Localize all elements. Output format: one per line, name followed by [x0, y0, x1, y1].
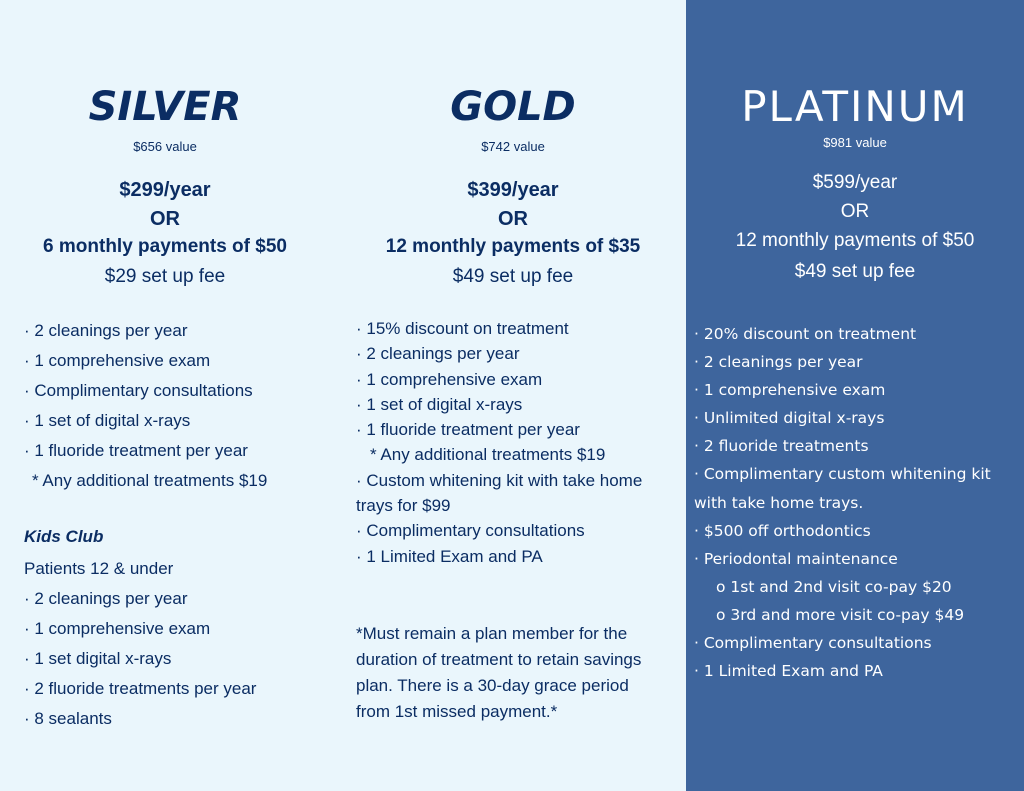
gold-setup-fee: $49 set up fee [452, 265, 574, 287]
platinum-monthly-price: 12 monthly payments of $50 [735, 230, 975, 251]
feature-item: · 2 cleanings per year [356, 344, 520, 364]
gold-or: OR [498, 207, 528, 230]
silver-annual-price: $299/year [119, 179, 211, 201]
feature-item: * Any additional treatments $19 [370, 445, 606, 465]
feature-item: · 2 fluoride treatments [694, 437, 869, 456]
kids-item: · 2 cleanings per year [24, 589, 188, 608]
silver-plan-value: $656 value [133, 139, 197, 154]
platinum-feature-list [694, 320, 1016, 685]
feature-item: · 1 comprehensive exam [24, 351, 211, 370]
feature-item: · 1 fluoride treatment per year [24, 441, 248, 460]
platinum-plan-title: PLATINUM [741, 82, 969, 131]
kids-club-list [24, 554, 256, 734]
feature-item: · 15% discount on treatment [356, 319, 569, 338]
silver-setup-fee: $29 set up fee [104, 265, 226, 287]
gold-feature-list [356, 316, 676, 569]
feature-item: · Periodontal maintenance [694, 549, 898, 568]
platinum-plan-value: $981 value [823, 135, 887, 150]
feature-item: · Unlimited digital x-rays [694, 409, 885, 428]
silver-or: OR [150, 207, 180, 230]
feature-item: * Any additional treatments $19 [32, 471, 268, 490]
membership-note: *Must remain a plan member for the duration of treatment to retain savings plan. There is a 30-day grace period from 1st missed payment.* [356, 624, 642, 721]
feature-subitem: o 1st and 2nd visit co-pay $20 [716, 577, 952, 596]
gold-annual-price: $399/year [467, 179, 559, 201]
feature-item: · Complimentary consultations [694, 634, 932, 653]
feature-item: · 1 Limited Exam and PA [694, 662, 883, 681]
kids-item: · 1 set digital x-rays [24, 649, 172, 668]
feature-item: · 1 set of digital x-rays [24, 411, 191, 430]
feature-item: · Complimentary consultations [356, 521, 585, 541]
feature-item: · Complimentary custom whitening kit with take home trays. [694, 465, 991, 512]
gold-plan-title: GOLD [450, 84, 576, 130]
feature-subitem: o 3rd and more visit co-pay $49 [716, 605, 965, 624]
platinum-or: OR [840, 201, 870, 222]
gold-plan-value: $742 value [481, 139, 545, 154]
kids-club-title: Kids Club [24, 527, 104, 546]
feature-item: · 1 comprehensive exam [694, 381, 886, 400]
silver-plan-title: SILVER [88, 84, 242, 130]
feature-item: · 1 Limited Exam and PA [356, 546, 543, 566]
gold-monthly-price: 12 monthly payments of $35 [385, 236, 641, 257]
kids-item: Patients 12 & under [24, 559, 174, 578]
feature-item: · Complimentary consultations [24, 381, 253, 400]
feature-item: · 2 cleanings per year [694, 353, 863, 372]
feature-item: · 1 comprehensive exam [356, 369, 543, 389]
feature-item: · 2 cleanings per year [24, 321, 188, 340]
feature-item: · 1 fluoride treatment per year [356, 420, 580, 440]
silver-feature-list [24, 316, 267, 496]
kids-item: · 8 sealants [24, 709, 112, 728]
gold-price-block [340, 176, 686, 292]
platinum-price-block [686, 168, 1024, 289]
silver-monthly-price: 6 monthly payments of $50 [43, 236, 287, 257]
feature-item: · 1 set of digital x-rays [356, 394, 523, 414]
feature-item: · Custom whitening kit with take home trays for $99 [356, 470, 643, 516]
kids-item: · 1 comprehensive exam [24, 619, 211, 638]
platinum-setup-fee: $49 set up fee [794, 261, 916, 282]
kids-item: · 2 fluoride treatments per year [24, 679, 257, 698]
silver-price-block [0, 176, 330, 292]
feature-item: · 20% discount on treatment [694, 325, 917, 343]
platinum-annual-price: $599/year [812, 172, 898, 193]
feature-item: · $500 off orthodontics [694, 521, 871, 540]
